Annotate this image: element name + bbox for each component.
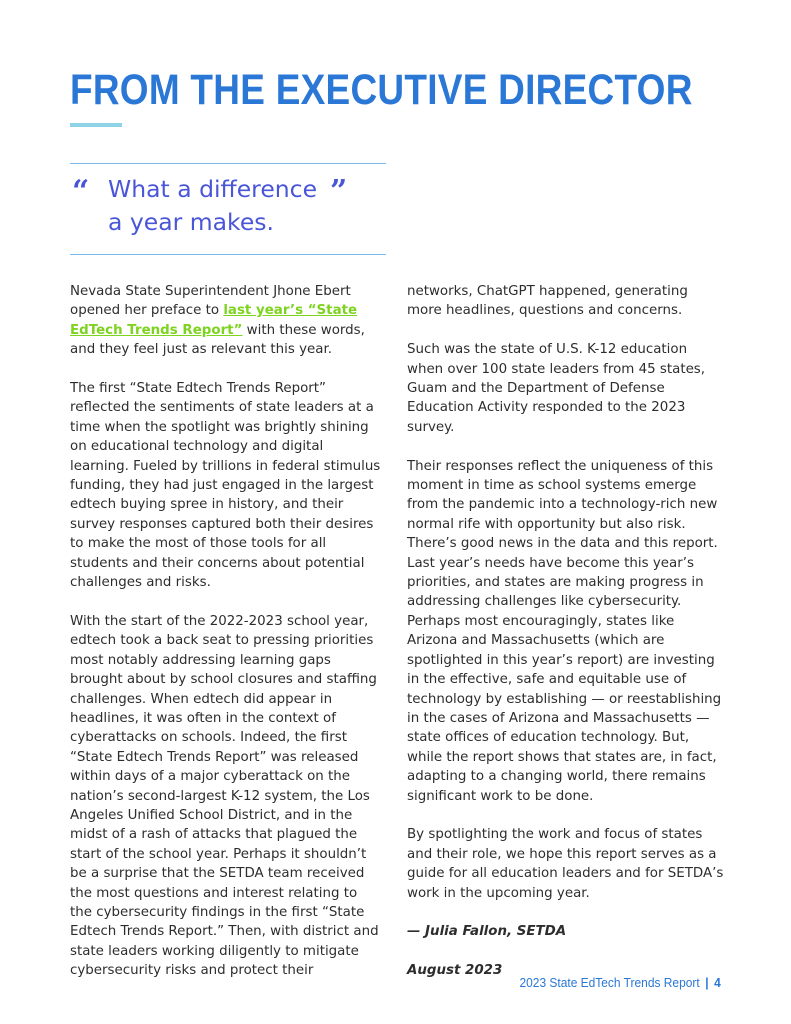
left-paragraph-3: With the start of the 2022-2023 school year, edtech took a back seat to pressing priorities most notably addressing learning gaps brought about by school closures and staffing challenges. When edtech did appear in headlines, it was often in the context of cyberattacks on schools. Indeed, the first “State Edtech Trends Report” was released within days of a major cyberattack on the nation’s second-largest K-12 system, the Los Angeles Unified School District, and in the midst of a rash of attacks that plagued the start of the school year. Perhaps it shouldn’t be a surprise that the SETDA team received the most questions and interest relating to the cybersecurity findings in the first “State Edtech Trends Report.” Then, with district and state leaders working diligently to mitigate cybersecurity risks and protect their	[70, 613, 379, 979]
pull-quote-top-rule	[70, 163, 386, 164]
signature-date: August 2023	[407, 963, 503, 979]
pull-quote	[72, 173, 388, 239]
right-paragraph-1: networks, ChatGPT happened, generating more headlines, questions and concerns.	[407, 284, 688, 319]
open-quote-mark-icon: “	[72, 174, 90, 209]
right-paragraph-2: Such was the state of U.S. K-12 education when over 100 state leaders from 45 states, Guam and the Department of Defense Education Activity responded to the 2023 survey.	[407, 342, 706, 435]
page-title: FROM THE EXECUTIVE DIRECTOR	[70, 66, 693, 114]
signature-name: — Julia Fallon, SETDA	[407, 924, 567, 940]
right-paragraph-4: By spotlighting the work and focus of states and their role, we hope this report serves as a guide for all education leaders and for SETDA’s work in the upcoming year.	[407, 827, 724, 901]
right-column	[407, 282, 725, 1000]
footer-report-name: 2023 State EdTech Trends Report	[519, 975, 700, 990]
last-year-report-link[interactable]: last year’s “State EdTech Trends Report”	[70, 303, 358, 338]
right-paragraph-3: Their responses reflect the uniqueness of this moment in time as school systems emerge from the pandemic into a technology-rich new normal rife with opportunity but also risk. There’s good news in the data and this report. Last year’s needs have become this year’s priorities, and states are making progress in addressing challenges like cybersecurity. Perhaps most encouragingly, states like Arizona and Massachusetts (which are spotlighted in this year’s report) are investing in the effective, safe and equitable use of technology by establishing — or reestablishing in the cases of Arizona and Massachusetts — state offices of education technology. But, while the report shows that states are, in fact, adapting to a changing world, there remains significant work to be done.	[407, 458, 722, 804]
page-number: 4	[714, 975, 721, 990]
left-paragraph-2: The first “State Edtech Trends Report” reflected the sentiments of state leaders at a time when the spotlight was brightly shining on educational technology and digital learning. Fueled by trillions in federal stimulus funding, they had just engaged in the largest edtech buying spree in history, and their survey responses captured both their desires to make the most of those tools for all students and their concerns about potential challenges and risks.	[70, 381, 381, 591]
pull-quote-bottom-rule	[70, 254, 386, 255]
title-underline	[70, 123, 122, 127]
left-paragraph-1: Nevada State Superintendent Jhone Ebert opened her preface to last year’s “State EdTech Trends Report” with these words, and they feel just as relevant this year.	[70, 284, 365, 358]
left-column	[70, 282, 382, 1000]
page-footer	[520, 975, 721, 990]
pull-quote-text: What a difference a year makes.	[108, 175, 318, 236]
footer-separator: |	[705, 975, 709, 990]
close-quote-mark-icon: ”	[330, 174, 348, 209]
